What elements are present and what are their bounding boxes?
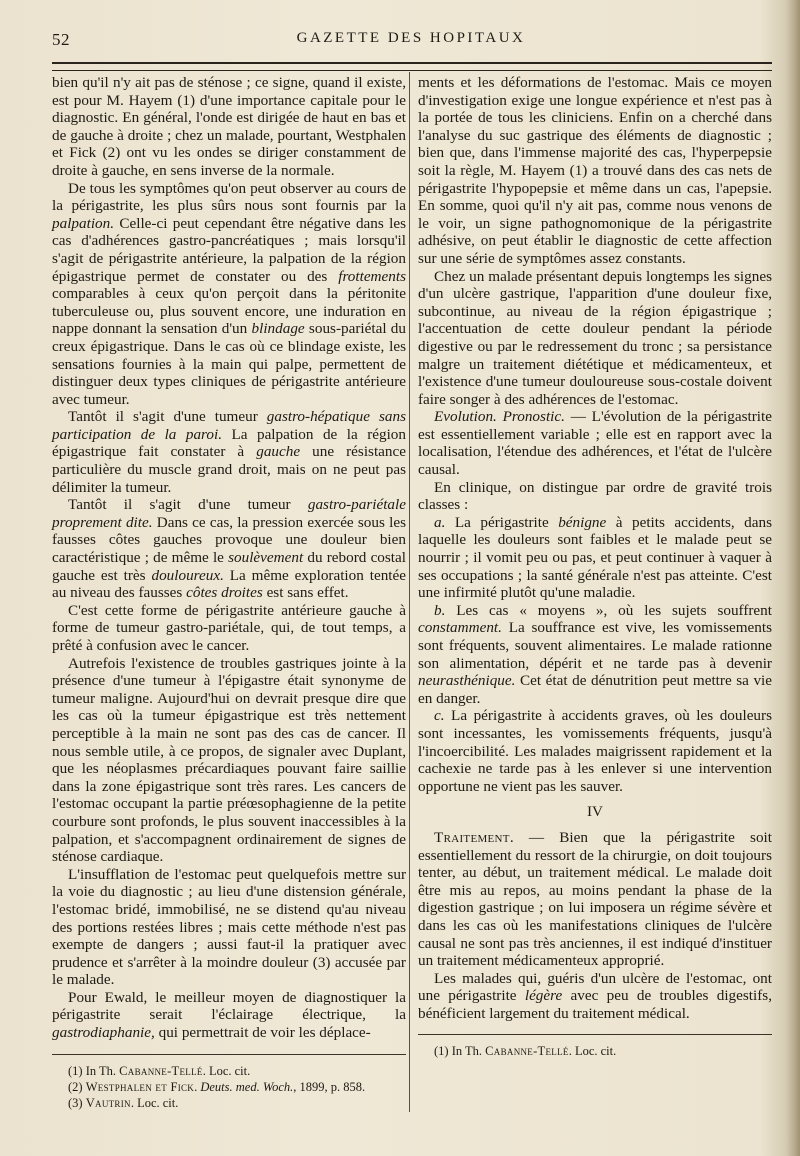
column-divider xyxy=(409,72,410,1112)
running-header xyxy=(52,30,770,54)
page-edge-shadow xyxy=(786,0,800,1156)
paragraph: Traitement. — Bien que la périgastrite soit essentiellement du ressort de la chirurgie, on doit toujours tenter, au début, un traitement médical. Le malade doit être mis au repos, au moins pendant la phase de la digestion gastrique ; on lui imposera un régime sévère et dans les cas où les manifestations cliniques de l'ulcère causal ne sont pas très anciennes, il est indiqué d'instituer un traitement médicamenteux approprié. xyxy=(418,828,772,970)
paragraph: Evolution. Pronostic. — L'évolution de la périgastrite est essentiellement variable ; elle est en rapport avec la localisation, l'étendue des adhérences, et l'état de l'ulcère causal. xyxy=(418,408,772,479)
left-column xyxy=(52,74,406,1111)
paragraph: Tantôt il s'agit d'une tumeur gastro-hépatique sans participation de la paroi. La palpation de la région épigastrique fait constater à gauche une résistance particulière du muscle grand droit, mais on ne peut pas délimiter la tumeur. xyxy=(52,408,406,496)
footnote: (1) In Th. Cabanne-Tellé. Loc. cit. xyxy=(434,1044,617,1059)
paragraph: Les malades qui, guéris d'un ulcère de l'estomac, ont une périgastrite légère avec peu de troubles digestifs, bénéficient largement du traitement médical. xyxy=(418,969,772,1022)
right-column xyxy=(418,74,772,1059)
paragraph: L'insufflation de l'estomac peut quelquefois mettre sur la voie du diagnostic ; au lieu d'une distension générale, l'estomac bridé, immobilisé, ne se distend qu'au niveau des portions restées libres ; mais cette méthode n'est pas exempte de dangers ; aussi faut-il la pratiquer avec prudence et s'arrêter à la moindre douleur (3) accusée par le malade. xyxy=(52,865,406,989)
paragraph: Autrefois l'existence de troubles gastriques jointe à la présence d'une tumeur à l'épigastre était synonyme de tumeur maligne. Aujourd'hui on devrait presque dire que les cas où la tumeur épigastrique est très nettement perceptible à la main ne sont pas des cas de cancer. Il nous semble utile, à ce propos, de signaler avec Duplant, que les néoplasmes précardiaques pouvant faire saillie dans la zone épigastrique sont très rares. Les cancers de l'estomac occupant la partie préœsophagienne de la petite courbure sont profonds, le plus souvent inaccessibles à la palpation, et s'accompagnent ordinairement de signes de sténose cardiaque. xyxy=(52,654,406,866)
journal-title: GAZETTE DES HOPITAUX xyxy=(296,30,526,46)
paragraph: c. La périgastrite à accidents graves, où les douleurs sont incessantes, les vomissements fréquents, jusqu'à l'incoercibilité. Les malades maigrissent rapidement et la cachexie ne tarde pas à les enlever si une intervention opportune ne vient pas les sauver. xyxy=(418,707,772,795)
paragraph: Chez un malade présentant depuis longtemps les signes d'un ulcère gastrique, l'apparition d'une douleur fixe, subcontinue, au niveau de la région épigastrique ; l'accentuation de cette douleur pendant la période digestive ou par le redressement du tronc ; sa persistance malgre un traitement diététique et médicamenteux, et l'existence d'une tumeur douloureuse sous-costale doivent faire songer à des adhérences de l'estomac. xyxy=(418,267,772,408)
paragraph: Pour Ewald, le meilleur moyen de diagnostiquer la périgastrite serait l'éclairage électrique, la gastrodiaphanie, qui permettrait de voir les déplace- xyxy=(52,988,406,1042)
header-rule xyxy=(52,62,772,71)
footnote: (2) Westphalen et Fick. Deuts. med. Woch., 1899, p. 858. xyxy=(68,1079,366,1094)
footnote: (1) In Th. Cabanne-Tellé. Loc. cit. xyxy=(68,1063,251,1078)
paragraph: En clinique, on distingue par ordre de gravité trois classes : xyxy=(418,478,772,514)
paragraph: b. Les cas « moyens », où les sujets souffrent constamment. La souffrance est vive, les vomissements sont fréquents, souvent alimentaires. Le malade rationne son alimentation, dépérit et ne tarde pas à devenir neurasthénique. Cet état de dénutrition peut mettre sa vie en danger. xyxy=(418,601,772,707)
page-number: 52 xyxy=(52,30,70,49)
paragraph: ments et les déformations de l'estomac. Mais ce moyen d'investigation exige une longue expérience et n'est pas à la portée de tous les cliniciens. Enfin on a cherché dans l'analyse du suc gastrique des éléments de diagnostic ; bien que, dans l'immense majorité des cas, l'hyperpepsie soit la règle, M. Hayem (1) a trouvé dans des cas nets de périgastrite l'hypopepsie et même dans un cas, l'apepsie. En somme, quoi qu'il n'y ait pas, comme nous venons de le voir, un signe pathognomonique de la périgastrite adhésive, on peut établir le diagnostic de cette affection sur une série de symptômes assez constants. xyxy=(418,74,772,267)
footnote: (3) Vautrin. Loc. cit. xyxy=(68,1095,179,1110)
paragraph: C'est cette forme de périgastrite antérieure gauche à forme de tumeur gastro-pariétale, qui, de tout temps, a prêté à confusion avec le cancer. xyxy=(52,601,406,654)
paragraph: a. La périgastrite bénigne à petits accidents, dans laquelle les douleurs sont faibles et le malade peut se nourrir ; il vomit peu ou pas, et peut continuer à vaquer à ses occupations ; la santé générale n'est pas atteinte. C'est une infirmité plutôt qu'une maladie. xyxy=(418,513,772,602)
section-heading: IV xyxy=(586,803,604,821)
footnote-rule xyxy=(418,1034,772,1035)
footnote-rule xyxy=(52,1054,406,1055)
paragraph: bien qu'il n'y ait pas de sténose ; ce signe, quand il existe, est pour M. Hayem (1) d'une importance capitale pour le diagnostic. En général, l'onde est dirigée de haut en bas et de gauche à droite ; chez un malade, pourtant, Westphalen et Fick (2) ont vu les ondes se diriger constamment de droite à gauche, en sens inverse de la normale. xyxy=(52,74,406,179)
paragraph: De tous les symptômes qu'on peut observer au cours de la périgastrite, les plus sûrs nous sont fournis par la palpation. Celle-ci peut cependant être négative dans les cas d'adhérences gastro-pancréatiques ; mais lorsqu'il s'agit de périgastrite antérieure, la palpation de la région épigastrique permet de constater ou des frottements comparables à ceux qu'on perçoit dans la péritonite tuberculeuse ou, plus souvent encore, une induration en nappe donnant la sensation d'un blindage sous-pariétal du creux épigastrique. Dans le cas où ce blindage existe, les sensations fournies à la main qui palpe, permettent de distinguer deux types cliniques de périgastrite antérieure avec tumeur. xyxy=(52,179,406,408)
paragraph: Tantôt il s'agit d'une tumeur gastro-pariétale proprement dite. Dans ce cas, la pression exercée sous les fausses côtes gauches provoque une douleur bien caractéristique ; de même le soulèvement du rebord costal gauche est très douloureux. La même exploration tentée au niveau des fausses côtes droites est sans effet. xyxy=(52,496,406,602)
